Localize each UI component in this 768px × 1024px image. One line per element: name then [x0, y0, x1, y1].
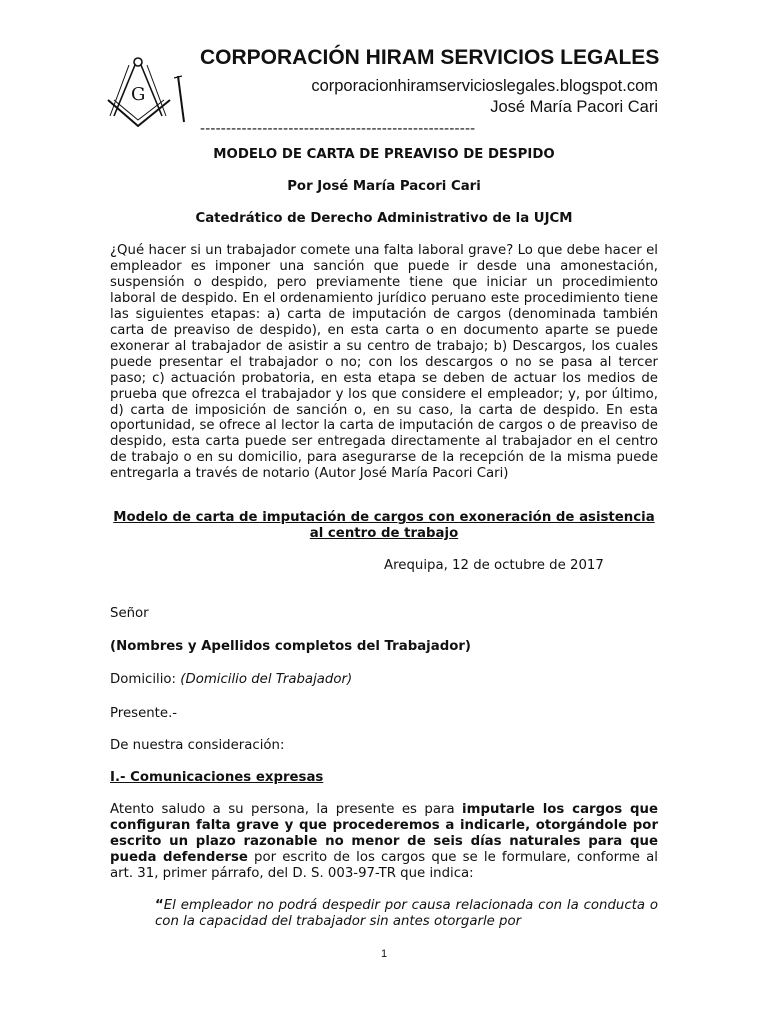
presente-line: Presente.- — [110, 706, 178, 721]
recipient-name: (Nombres y Apellidos completos del Trabajador) — [110, 639, 472, 654]
model-heading: Modelo de carta de imputación de cargos con exoneración de asistencia al centro de trabajo — [113, 510, 655, 541]
document-title: MODELO DE CARTA DE PREAVISO DE DESPIDO — [213, 147, 555, 162]
website-url: corporacionhiramservicioslegales.blogspot.com — [311, 77, 658, 95]
address-line — [110, 672, 658, 688]
quote-mark: “ — [155, 898, 164, 913]
document-byline: Por José María Pacori Cari — [287, 179, 481, 194]
square-and-compass-icon — [104, 56, 188, 128]
author-affiliation: Catedrático de Derecho Administrativo de la UJCM — [195, 211, 573, 226]
address-label: Domicilio: — [110, 672, 177, 687]
quote-text: El empleador no podrá despedir por causa relacionada con la conducta o con la capacidad del trabajador sin antes otorgarle por — [155, 898, 658, 929]
body-text-start: Atento saludo a su persona, la presente es para — [110, 802, 463, 817]
page-number: 1 — [380, 948, 388, 960]
svg-text:G: G — [131, 84, 146, 105]
header-author: José María Pacori Cari — [490, 98, 658, 116]
section-heading: I.- Comunicaciones expresas — [110, 770, 324, 785]
body-paragraph — [110, 802, 658, 882]
letter-date: Arequipa, 12 de octubre de 2017 — [384, 558, 604, 573]
address-value: (Domicilio del Trabajador) — [180, 672, 353, 687]
consideration-line: De nuestra consideración: — [110, 738, 285, 753]
salutation: Señor — [110, 606, 149, 621]
header-divider: ----------------------------------------------------- — [200, 120, 476, 137]
body-text-end: por escrito de los cargos que se le formulare, conforme al art. 31, primer párrafo, del D. S. 003-97-TR que indica: — [110, 849, 658, 881]
legal-quote — [155, 898, 658, 930]
body-text-bold: imputarle los cargos que configuran falta grave y que procederemos a indicarle, otorgándole por escrito un plazo razonable no menor de seis días naturales para que pueda defenderse — [110, 802, 659, 865]
organization-name: CORPORACIÓN HIRAM SERVICIOS LEGALES — [200, 46, 660, 69]
intro-paragraph: ¿Qué hacer si un trabajador comete una falta laboral grave? Lo que debe hacer el empleador es imponer una sanción que puede ir desde una amonestación, suspensión o despido, pero previamente tiene que iniciar un procedimiento laboral de despido. En el ordenamiento jurídico peruano este procedimiento tiene las siguientes etapas: a) carta de imputación de cargos (denominada también carta de preaviso de despido), en esta carta o en documento aparte se puede exonerar al trabajador de asistir a su centro de trabajo; b) Descargos, los cuales puede presentar el trabajador o no; con los descargos o no se pasa al tercer paso; c) actuación probatoria, en esta etapa se deben de actuar los medios de prueba que ofrezca el trabajador y los que considere el empleador; y, por último, d) carta de imposición de sanción o, en su caso, la carta de despido. En esta oportunidad, se ofrece al lector la carta de imputación de cargos o de preaviso de despido, esta carta puede ser entregada directamente al trabajador en el centro de trabajo o en su domicilio, para asegurarse de la recepción de la misma puede entregarla a través de notario (Autor José María Pacori Cari) — [110, 243, 658, 482]
